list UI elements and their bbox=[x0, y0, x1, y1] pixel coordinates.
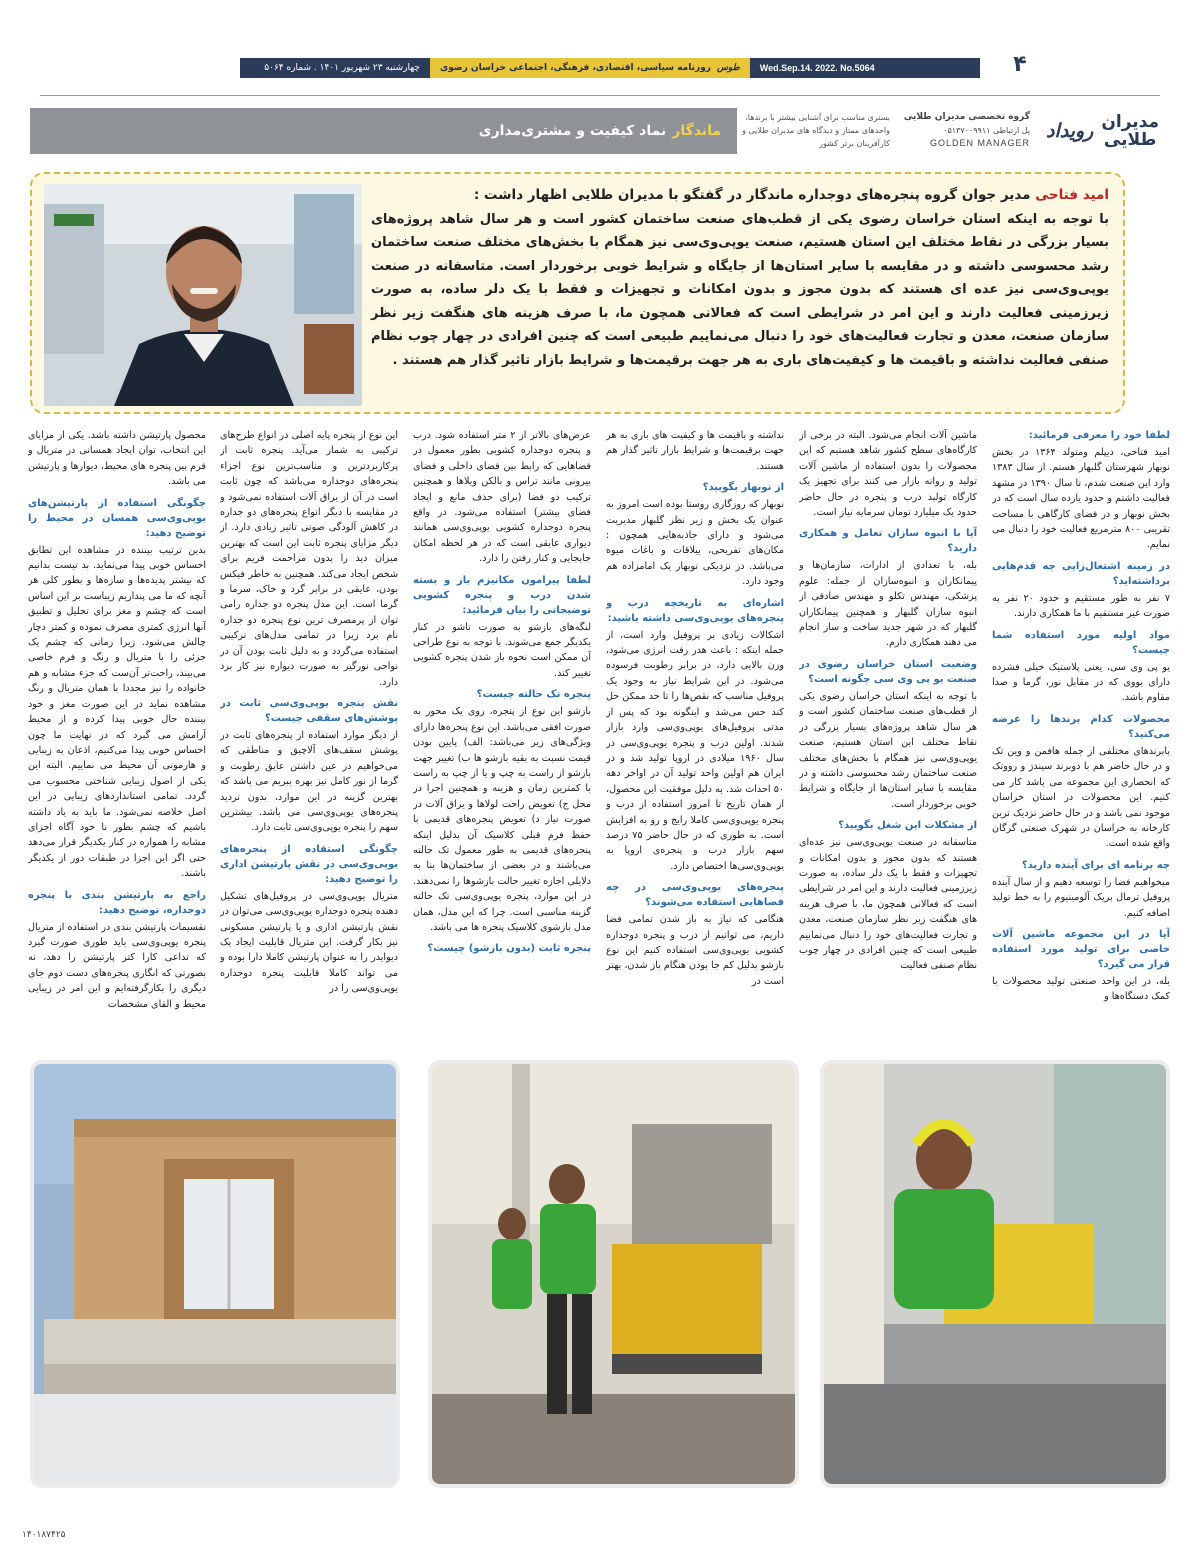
question-heading: پنجره تک حالته چیست؟ bbox=[476, 689, 591, 701]
question-heading: چه برنامه ای برای آینده دارید؟ bbox=[1021, 859, 1170, 871]
question-heading: از مشکلات این شغل بگویید؟ bbox=[838, 820, 977, 832]
answer-paragraph: با توجه به اینکه استان خراسان رضوی یکی از قطب‌های صنعت ساختمان کشور است و هر سال شاهد پروژه‌های بسیار بزرگی در نقاط مختلف این استان هستیم، صنعت یوپی‌وی‌سی نیز همگام با بخش‌های مختلف صنعت ساختمان رشد محسوسی داشته و در مقایسه با سایر استان‌ها از جایگاه و شرایط خوبی برخوردار است. bbox=[799, 690, 977, 810]
question-heading: آیا با انبوه سازان تعامل و همکاری دارید؟ bbox=[799, 528, 977, 555]
group-phone: پل ارتباطی ۰۵۱۳۷۰۰۹۹۱۱ bbox=[943, 126, 1030, 135]
answer-paragraph: بله، با تعدادی از ادارات، سازمان‌ها و پیمانکاران و انبوه‌سازان از جمله: علوم پزشکی، مهندس تکلو و مهندس صادقی از انبوه سازان گلبهار و همچنین پیمانکاران گلبهار که در شهر جدید ساخت و ساز انجام می دهند همکاری دارم. bbox=[799, 560, 977, 649]
answer-paragraph: بله، در این واحد صنعتی تولید محصولات با کمک دستگاه‌ها و bbox=[992, 975, 1170, 1003]
answer-paragraph: هنگامی که نیاز به باز شدن تمامی فضا داریم، می توانیم از درب و پنجره دوجداره کشویی یوپی‌وی‌سی استفاده کنیم این نوع بازشو بدلیل کم جا بودن هنگام باز شدن، بهتر است در bbox=[606, 914, 784, 987]
answer-paragraph: محصول پارتیشن داشته باشد. یکی از مزایای این انتخاب، توان ایجاد همسانی در متریال و فرم بین پنجره های محیط، دیوارها و پارتیشن می باشد. bbox=[28, 430, 206, 488]
issue-date-persian: چهارشنبه ۲۳ شهریور ۱۴۰۱ . شماره ۵۰۶۴ bbox=[264, 63, 420, 73]
answer-paragraph: اشکالات زیادی بر پروفیل وارد است، از جمله اینکه : باعث هدر رفت انرژی می‌شود، وزن بالایی دارد، در برابر رطوبت فرسوده می‌شود. در این شرایط نیاز به وجود یک پروفیل مناسب که نقص‌ها را تا حد ممکن حل کند حس می‌شد و اینگونه بود که پس از مدتی پروفیل‌های یوپی‌وی‌سی وارد بازار شدند. اولین درب و پنجره یوپی‌وی‌سی در سال ۱۹۶۰ میلادی در اروپا تولید شد و در ایران هم اولین واحد تولید آن در اواخر دهه ۵۰ احداث شد. به دلیل موفقیت این محصول، از همان تاریخ تا امروز استفاده از درب و پنجره یوپی‌وی‌سی کاملا رایج و رو به افزایش است. به طوری که در حال حاضر ۷۵ درصد سهم بازار درب و پنجره‌ی اروپا به یوپی‌وی‌سی‌ها اختصاص دارد. bbox=[606, 629, 784, 872]
article-column-6 bbox=[28, 428, 206, 1042]
answer-paragraph: تقسیمات پارتیشن بندی در استفاده از متریال پنجره یوپی‌وی‌سی باید طوری صورت گیرد که تداعی کارا کتر پارتیشن را دهد، نه بصورتی که انگاری پنجره‌های دست دوم جای دیگری را بکارگرفته‌ایم و این امر در زیبایی محیط و القای مشخصات bbox=[28, 921, 206, 1010]
intro-text bbox=[371, 184, 1109, 372]
interviewee-photo bbox=[44, 184, 362, 406]
section-header bbox=[30, 108, 1170, 154]
page-code: ۱۴۰۱۸۷۴۲۵ bbox=[22, 1530, 66, 1540]
answer-paragraph: ماشین آلات انجام می‌شود. البته در برخی از کارگاه‌های سطح کشور شاهد هستیم که این محصولات را بدون استفاده از ماشین آلات تولید و روانه بازار می کنند برای تجهیز یک کارگاه تولید درب و پنجره در حال حاضر حدود یک میلیارد تومان سرمایه نیاز است. bbox=[799, 430, 977, 519]
logo-text: مدیران طلایی bbox=[1101, 112, 1159, 150]
golden-managers-logo bbox=[1035, 108, 1170, 154]
newspaper-tagline bbox=[430, 58, 750, 78]
section-title: نماد کیفیت و مشتری‌مداری bbox=[478, 123, 667, 139]
article-column-4 bbox=[413, 428, 591, 1042]
brand-accent: ماندگار bbox=[672, 123, 721, 139]
group-info bbox=[900, 111, 1030, 150]
question-heading: لطفا پیرامون مکانیزم باز و بسته شدن درب و پنجره کشویی توضیحاتی را بیان فرمائید: bbox=[413, 574, 591, 616]
question-heading: در زمینه اشتغال‌زایی چه قدم‌هایی برداشته‌اید؟ bbox=[992, 560, 1170, 587]
article-columns bbox=[28, 428, 1170, 1042]
section-description: بستری مناسب برای آشنایی بیشتر با برندها، واحدهای ممتاز و دیدگاه های مدیران طلایی و کارآفرینان برتر کشور bbox=[742, 113, 890, 148]
section-title-band bbox=[30, 108, 737, 154]
group-english-name: GOLDEN MANAGER bbox=[929, 138, 1030, 148]
answer-paragraph: یو پی وی سی، یعنی پلاستیک خیلی فشرده دارای یووی که در مقابل نور، گرما و صدا مقاوم باشد. bbox=[992, 661, 1170, 704]
answer-paragraph: متاسفانه در صنعت یوپی‌وی‌سی نیز عده‌ای هستند که بدون مجوز و بدون امکانات و تجهیزات و فقط با یک دلر ساده، به صورت زیرزمینی فعالیت دارند و این امر در شرایطی است که فعالانی همچون ما، با صرف هزینه های هنگفت زیر نظر سازمان صنعت، معدن و تجارت فعالیت‌های خود را دنبال می‌نماییم طبیعی است که چنین افرادی در چهار چوب نظام صنفی فعالیت bbox=[799, 837, 977, 972]
question-heading: از نوبهار بگویید؟ bbox=[702, 482, 784, 494]
tagline-text: روزنامه سیاسی، اقتصادی، فرهنگی، اجتماعی خراسان رضوی bbox=[440, 63, 711, 73]
answer-paragraph: نوبهار که روزگاری روستا بوده است امروز به عنوان یک بخش و زیر نظر گلبهار مدیریت می‌شود و دارای جاذبه‌هایی همچون : مکان‌های تفریحی، ییلاقات و باغات میوه می‌باشد. در نزدیکی نوبهار یک امامزاده هم وجود دارد. bbox=[606, 499, 784, 588]
intro-lead: امید فتاحی مدیر جوان گروه پنجره‌های دوجداره ماندگار در گفتگو با مدیران طلایی اظهار داشت : bbox=[473, 187, 1109, 203]
question-heading: چگونگی استفاده از پارتیشن‌های یوپی‌وی‌سی همسان در محیط را توضیح دهید: bbox=[28, 497, 206, 539]
question-heading: راجع به پارتیشن بندی با پنجره دوجداره، توضیح دهید: bbox=[28, 889, 206, 916]
workshop-machine-photo bbox=[428, 1060, 799, 1488]
article-column-2 bbox=[799, 428, 977, 1042]
photo-strip bbox=[30, 1060, 1170, 1488]
question-heading: آیا در این مجموعه ماشین آلات خاصی برای تولید مورد استفاده قرار می گیرد؟ bbox=[992, 928, 1170, 970]
answer-paragraph: بابرندهای مختلفی از جمله هافمن و وین تک و در حال حاضر هم با دوبرند سیندژ و رووتک که انحصاری این مجموعه می باشد کار می کنیم. این محصولات در استان خراسان موجود نمی باشد و در حال حاضر نزدیک ترین کارخانه به خراسان در شهرک صنعتی گرگان واقع شده است. bbox=[992, 745, 1170, 850]
group-name: گروه تخصصی مدیران طلایی bbox=[903, 112, 1030, 122]
issue-strip bbox=[240, 58, 980, 78]
page-number: ۴ bbox=[1013, 52, 1027, 77]
article-column-5 bbox=[220, 428, 398, 1042]
answer-paragraph: نداشته و باقیمت ها و کیفیت های باری به هر جهت برقیمت‌ها و شرایط بازار تاثیر گذار هم هستند. bbox=[606, 430, 784, 472]
brand-mark: طوس bbox=[716, 63, 740, 73]
intro-body: با توجه به اینکه استان خراسان رضوی یکی از قطب‌های صنعت ساختمان کشور است و هر سال شاهد پروژه‌های بسیار بزرگی در نقاط مختلف این استان هستیم، صنعت یوپی‌وی‌سی نیز همگام با بخش‌های مختلف صنعت ساختمان رشد محسوسی داشته و در مقایسه با سایر استان‌ها از جایگاه و شرایط خوبی برخوردار است. متاسفانه در صنعت یوپی‌وی‌سی نیز عده ای هستند که بدون مجوز و بدون امکانات و تجهیزات و فقط با یک دلر ساده، به صورت زیرزمینی فعالیت دارند و این امر در شرایطی است که فعالانی همچون ما، با صرف هزینه های هنگفت زیر نظر سازمان صنعت، معدن و تجارت فعالیت‌های خود را دنبال می‌نماییم طبیعی است که چنین افرادی در چهار چوب نظام صنفی فعالیت نداشته و باقیمت ها و کیفیت‌های باری به هر جهت برقیمت‌ها و شرایط بازار تاثیر گذار هم هستند . bbox=[371, 211, 1109, 368]
question-heading: محصولات کدام برندها را عرضه می‌کنید؟ bbox=[992, 713, 1170, 740]
question-heading: مواد اولیه مورد استفاده شما چیست؟ bbox=[992, 629, 1170, 656]
question-heading: وضعیت استان خراسان رضوی در صنعت یو پی وی سی چگونه است؟ bbox=[799, 658, 977, 685]
answer-paragraph: ۷ نفر به طور مستقیم و حدود ۲۰ نفر به صورت غیر مستقیم با ما همکاری دارند. bbox=[992, 592, 1170, 620]
intro-box bbox=[30, 172, 1125, 414]
question-heading: چگونگی استفاده از پنجره‌های یوپی‌وی‌سی در نقش پارتیشن اداری را توضیح دهید: bbox=[220, 843, 398, 885]
answer-paragraph: متریال یوپی‌وی‌سی در پروفیل‌های تشکیل دهنده پنجره دوجداره یوپی‌وی‌سی می‌توان در نقش پارتیشن اداری و یا پارتیشن مسکونی نیز بکار گرفت. این متریال قابلیت ایجاد یک دیوایدر را به عنوان پارتیشن کاملا دارا بوده و می تواند کاملا قابلیت پنجره دوجداره یوپی‌وی‌سی را در bbox=[220, 890, 398, 995]
article-column-1 bbox=[992, 428, 1170, 1042]
answer-paragraph: امید فتاحی، دیپلم ومتولد ۱۳۶۴ در بخش نوبهار شهرستان گلبهار هستم. از سال ۱۳۸۳ وارد این صنعت شدم، تا سال ۱۳۹۰ در مشهد فعالیت داشتم و حدود یازده سال است که در بخش نوبهار و در فضای کارگاهی با مساحت تقریبی ۸۰۰ مترمربع فعالیت خود را دنبال می نمایم. bbox=[992, 447, 1170, 551]
house-facade-photo bbox=[30, 1060, 400, 1488]
answer-paragraph: بازشو این نوع از پنجره، روی یک محور به صورت افقی می‌باشد. این نوع پنجره‌ها دارای ویژگی‌های زیر می‌باشد: الف) پایین بودن قیمت نسبت به بقیه بازشو ها ب) تغییر جهت بازشو از راست به چپ و یا از چپ به راست با کمترین زمان و هزینه و همچنین اجرا در محل ج) تعویض راحت لولاها و یراق آلات در صورت نیاز د) تعویض پنجره‌های قدیمی با حفظ فرم قبلی کلاسیک آن بدلیل اینکه پنجره‌های قدیمی به طور معمول تک حالته می‌باشند و در بعضی از ساختمان‌ها بنا به دلایلی اجازه تغییر حالت بازشوها را نمی‌دهند. در این موارد، پنجره یوپی‌وی‌سی تک حالته گزینه مناسبی است. چرا که این مدل، همان مدل بازشوی کلاسیک پنجره ها می باشد. bbox=[413, 706, 591, 933]
article-column-3 bbox=[606, 428, 784, 1042]
interviewee-name: امید فتاحی bbox=[1035, 187, 1109, 203]
logo-word: رویداد bbox=[1046, 120, 1094, 142]
cutting-machine-photo bbox=[820, 1060, 1170, 1488]
answer-paragraph: عرض‌های بالاتر از ۲ متر استفاده شود. درب و پنجره دوجداره کشویی بطور معمول در فضاهایی که رابط بین فضای داخلی و فضای بیرونی مانند تراس و بالکن ویلاها و همچنین ترکیب دو فضا (برای حذف مانع و ایجاد فضای بیشتر) استفاده می‌شود. در واقع پنجره دوجداره کشویی یوپی‌وی‌سی همانند دیواری عایقی است که در هر لحظه امکان جابجایی و کنار رفتن را دارد. bbox=[413, 430, 591, 565]
question-heading: پنجره‌های یوپی‌وی‌سی در چه فضاهایی استفاده می‌شوند؟ bbox=[606, 882, 784, 909]
issue-date-english: Wed.Sep.14. 2022. No.5064 bbox=[759, 63, 875, 73]
question-heading: لطفا خود را معرفی فرمائید: bbox=[1028, 430, 1170, 441]
question-heading: نقش پنجره یوپی‌وی‌سی ثابت در پوشش‌های سقفی چیست؟ bbox=[220, 697, 398, 724]
answer-paragraph: از دیگر موارد استفاده از پنجره‌های ثابت در پوشش سقف‌های آلاچیق و مناطقی که می‌خواهیم در عین داشتن عایق رطوبت و گرما از نور کامل نیز بهره ببریم می باشد که بهترین گزینه در این موارد، بدون تردید پنجره‌های یوپی‌وی‌سی می باشد. بیشترین سهم را پنجره یوپی‌وی‌سی ثابت دارد. bbox=[220, 729, 398, 834]
header-divider bbox=[40, 95, 1160, 96]
answer-paragraph: این نوع از پنجره پایه اصلی در انواع طرح‌های ترکیبی به شمار می‌آید. پنجره ثابت از پرکاربردترین و مناسب‌ترین نوع اجزاء پنجره‌های دوجداره می‌باشد که چون ثابت است در آن از یراق آلات استفاده نمی‌شود و در مقایسه با دیگر انواع پنجره‌های دو جداره در کاهش آلودگی صوتی تاثیر زیادی دارد. از دیگر مزایای پنجره ثابت این است که بهترین میزان دید را بدون مزاحمت فریم برای شخص ایجاد می‌کند. همچنین به خاطر فیکس بودن، عایقی در برابر گرد و خاک، سرما و گرما است. این مدل پنجره دو جداره رامی توان از پرمصرف ترین نوع پنجره دو جداره نام برد زیرا در تمامی مدل‌های ترکیبی استفاده می‌گردد و به دلیل ثابت بودن آن در نواحی نورگیر به صورت دیواره نیز کار برد دارد. bbox=[220, 430, 398, 688]
question-heading: اشاره‌ای به تاریخچه درب و پنجره‌های یوپی‌وی‌سی داشته باشید: bbox=[606, 597, 784, 624]
answer-paragraph: لنگه‌های بازشو به صورت تاشو در کنار یکدیگر جمع می‌شوند. با توجه به نوع طراحی آن ممکن است نحوه باز شدن پنجره کشویی تغییر کند. bbox=[413, 621, 591, 679]
question-heading: پنجره ثابت (بدون بازشو) چیست؟ bbox=[427, 943, 591, 955]
answer-paragraph: بدین ترتیب بیننده در مشاهده این تطابق احساس خوبی پیدا می‌نماید. بد نیست بدانیم که بیشتر پدیده‌ها و سازه‌ها و بطور کلی هر آنچه که ما می پنداریم زیباست بر این اساس است که چشم و مغز برای تحلیل و تطبیق آنها انرژی کمتری مصرف نموده و کمتر دچار چالش می‌شود. زیرا زمانی که چشم یک جزئی را با متریال و رنگ و فرم خاصی می‌بیند، راحت‌تر آن‌ست که جزء مشابه و هم خانواده را نیز مجددا با همان متریال و رنگ مشاهده نماید در این صورت مغز و خود بیننده حال خوبی پیدا کرده و از محیط آرامش می گیرد که در نهایت ما چون احساس خوبی پیدا می‌کنیم، اذعان به زیبایی و هارمونی آن محیط می نماییم. البته این یکی از اصول زیبایی شناختی محسوب می گردد. تمامی استانداردهای زیبایی در این اصل خلاصه نمی‌شود. ما باید به یاد داشته باشیم که چشم بطور نا خود آگاه اجزای مشابه را همواره در کنار یکدیگر قرار می‌دهد حتی اگر این اجزا در طبقات دور از یکدیگر باشند. bbox=[28, 544, 206, 880]
answer-paragraph: میخواهیم فضا را توسعه دهیم و از سال آینده پروفیل ترمال بریک آلومینیوم را به خط تولید اضافه کنیم. bbox=[992, 876, 1170, 919]
